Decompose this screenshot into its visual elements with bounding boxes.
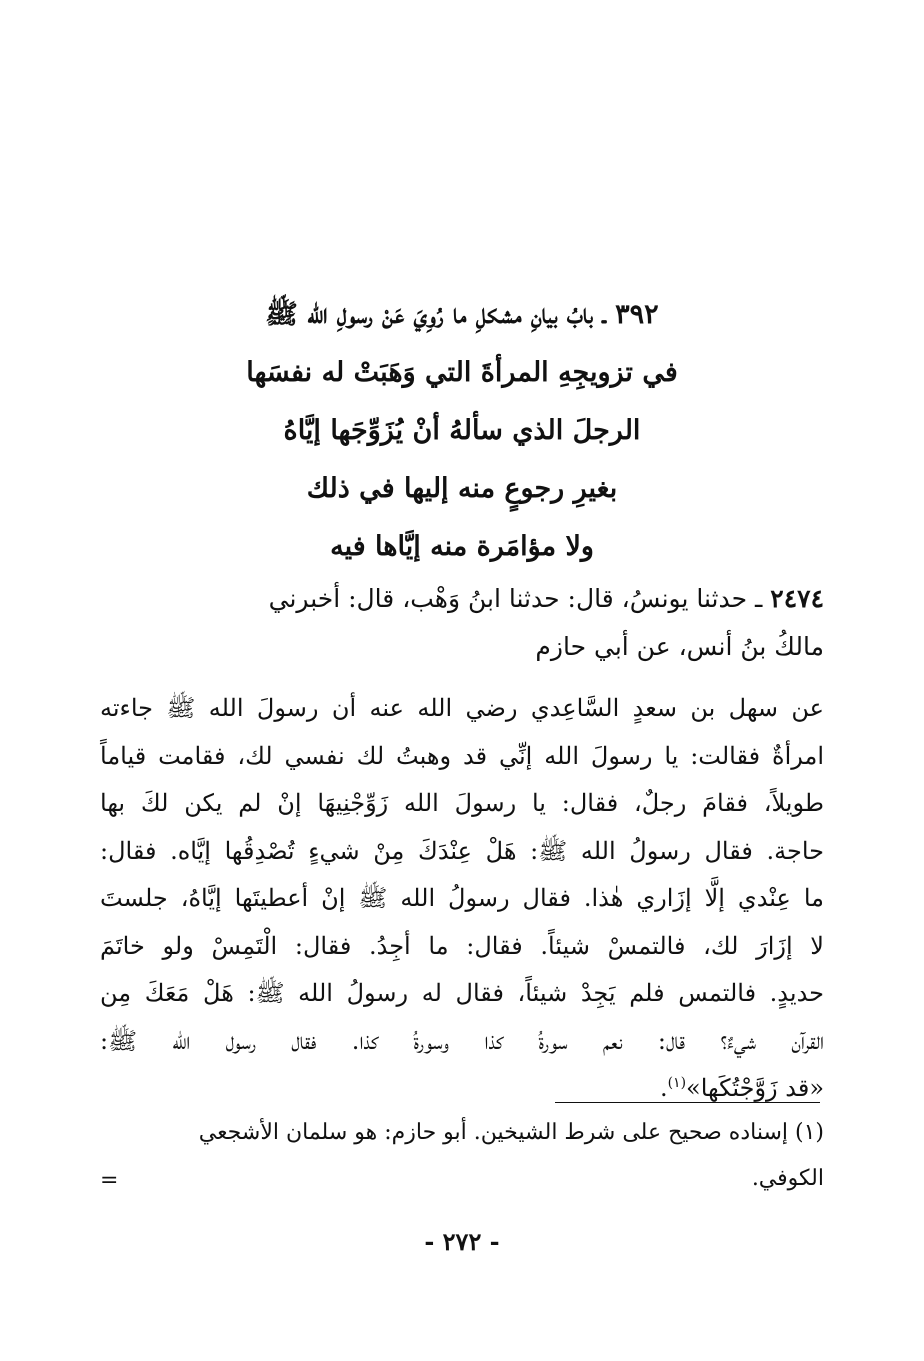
chapter-title-line: ولا مؤامَرة منه إيَّاها فيه [330,531,594,562]
hadith-text-line: «قد زَوَّجْتُكَها»$^{(١)}$. [659,1074,824,1102]
continuation-mark: = [100,1168,119,1193]
isnad-text: ـ حدثنا يونسُ، قال: حدثنا ابنُ وَهْب، قال: أخبرني [268,584,763,613]
final-quote: «قد زَوَّجْتُكَها» [686,1074,824,1102]
footnote-line: (١) إسناده صحيح على شرط الشيخين. أبو حازم: هو سلمان الأشجعي [198,1120,824,1145]
hadith-text-line: طويلاً، فقامَ رجلٌ، فقال: يا رسولَ الله زَوِّجْنِيهَا إنْ لم يكن لكَ بها [100,789,824,817]
footnote [100,1110,824,1202]
footnote-divider [555,1102,820,1103]
hadith-text-line: لا إزَارَ لك، فالتمسْ شيئاً. فقال: ما أجِدُ. فقال: الْتَمِسْ ولو خاتَمَ [100,931,824,960]
chapter-heading [100,286,824,576]
hadith-text-line: حاجة. فقال رسولُ الله ﷺ: هَلْ عِنْدَكَ مِنْ شيءٍ تُصْدِقُها إيَّاه. فقال: [100,836,824,865]
hadith-text-line: حديدٍ. فالتمس فلم يَجِدْ شيئاً، فقال له رسولُ الله ﷺ: هَلْ مَعَكَ مِن [100,979,824,1007]
chapter-title-line: ٣٩٢ ـ بابُ بيانِ مشكلِ ما رُوِيَ عَنْ رسولِ الله ﷺ [265,299,659,330]
hadith-text-line: القرآن شيءٌ؟ قال: نعم سورةُ كذا وسورةُ كذا. فقال رسول الله ﷺ: [100,1026,824,1055]
footnote-reference: (١) [667,1075,687,1091]
hadith-text-line: عن سهل بن سعدٍ السَّاعِدي رضي الله عنه أن رسولَ الله ﷺ جاءته [100,694,824,722]
footnote-line: الكوفي. [751,1166,824,1191]
isnad-line [100,575,824,623]
hadith-text [100,685,824,1113]
hadith-number: ٢٤٧٤ [770,584,824,613]
hadith-text-line: امرأةٌ فقالت: يا رسولَ الله إنِّي قد وهبتُ لك نفسي لك، فقامت قياماً [100,741,824,770]
hadith-isnad [100,575,824,671]
hadith-text-line: ما عِنْدي إلَّا إزَاري هٰذا. فقال رسولُ الله ﷺ إنْ أعطيتَها إيَّاهُ، جلستَ [100,884,824,912]
chapter-title-line: بغيرِ رجوعٍ منه إليها في ذلك [306,473,618,504]
chapter-title-line: في تزويجِهِ المرأةَ التي وَهَبَتْ له نفسَها [246,357,678,388]
chapter-title-line: الرجلَ الذي سألهُ أنْ يُزَوِّجَها إيَّاهُ [283,415,641,446]
page-number: - ٢٧٢ - [424,1227,500,1256]
isnad-line: مالكُ بنُ أنس، عن أبي حازم [535,632,824,661]
